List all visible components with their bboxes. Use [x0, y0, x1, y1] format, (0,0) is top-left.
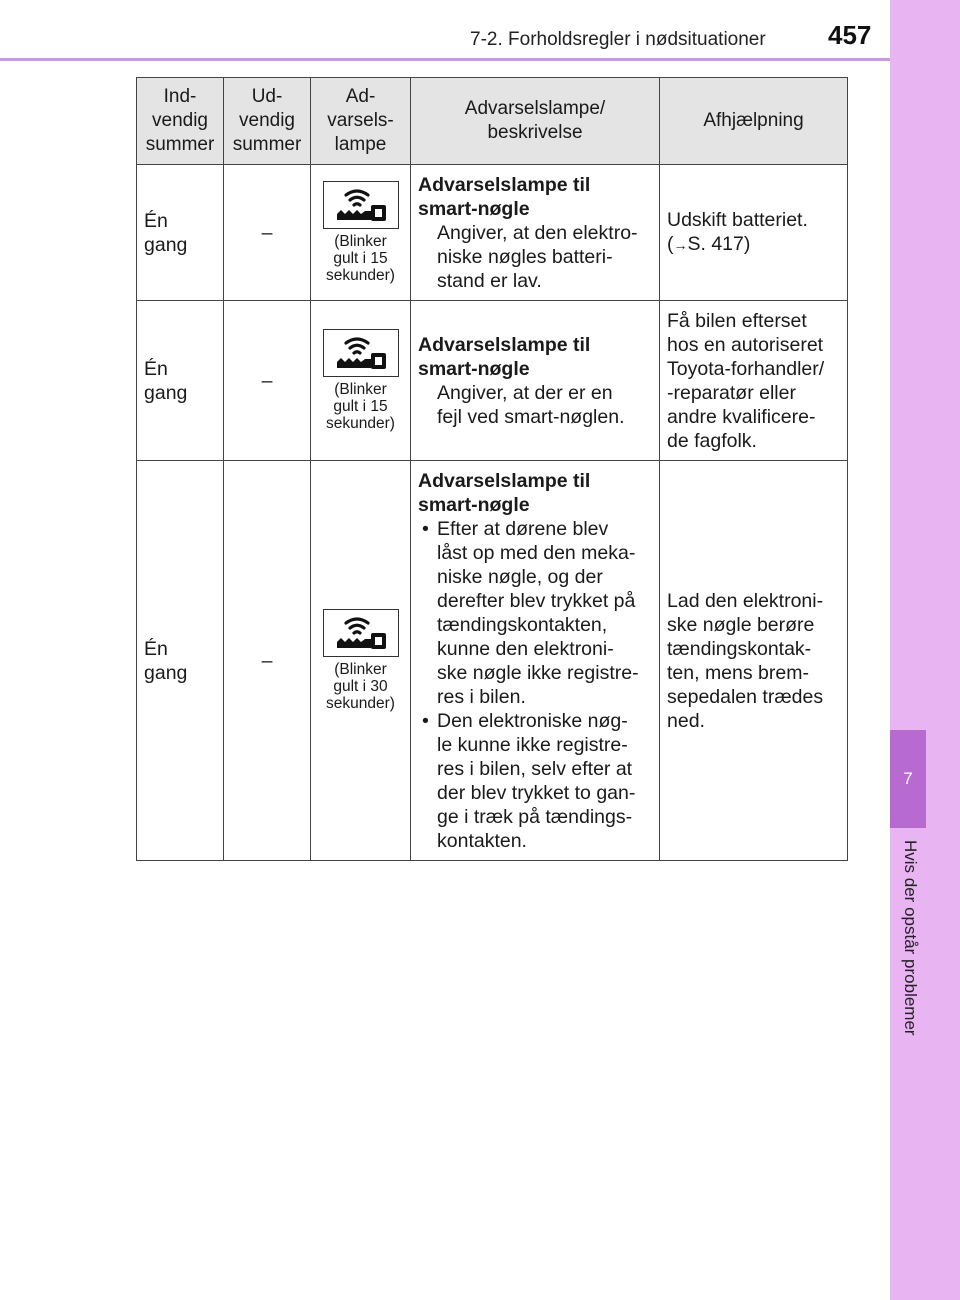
description-body: Angiver, at der er en fejl ved smart-nøglen. [437, 381, 625, 428]
cell-warning-lamp [311, 165, 411, 301]
description-body: Angiver, at den elektro- niske nøgles batteri- stand er lav. [437, 221, 638, 292]
outside-buzzer-value: – [261, 369, 273, 392]
header-divider [0, 58, 890, 61]
header-warning-lamp-text: Ad- varsels- lampe [327, 86, 394, 155]
description-title: Advarselslampe til smart-nøgle [418, 469, 591, 516]
header-description-text: Advarselslampe/ beskrivelse [464, 98, 606, 143]
table-row [137, 301, 848, 461]
cell-outside-buzzer [224, 461, 311, 861]
chapter-label: Hvis der opstår problemer [901, 840, 920, 1036]
table-row [137, 461, 848, 861]
cell-remedy [660, 165, 848, 301]
warning-table [136, 77, 848, 861]
chapter-side-tab [890, 0, 960, 1300]
cell-outside-buzzer [224, 301, 311, 461]
page-number: 457 [828, 20, 872, 50]
header-inside-buzzer-text: Ind- vendig summer [145, 86, 215, 155]
cell-description [411, 165, 660, 301]
header-description [411, 78, 660, 165]
lamp-caption: (Blinker gult i 15 sekunder) [326, 381, 395, 432]
remedy-reference: (→S. 417) [667, 233, 751, 255]
remedy-page-ref: S. 417) [687, 233, 751, 255]
cell-inside-buzzer [137, 165, 224, 301]
table-row [137, 165, 848, 301]
header-warning-lamp [311, 78, 411, 165]
list-item: • Den elektroniske nøg- le kunne ikke registre- res i bilen, selv efter at der blev trykket to gan- ge i træk på tændings- kontakten. [418, 709, 651, 853]
header-outside-buzzer-text: Ud- vendig summer [232, 86, 302, 155]
header-outside-buzzer [224, 78, 311, 165]
smart-key-warning-icon [323, 181, 399, 229]
cell-remedy [660, 301, 848, 461]
remedy-text: Lad den elektroni- ske nøgle berøre tændingskontak- ten, mens brem- sepedalen trædes ned. [667, 589, 824, 732]
remedy-text: Få bilen efterset hos en autoriseret Toyota-forhandler/ -reparatør eller andre kvalificere- de fagfolk. [667, 309, 825, 452]
cell-warning-lamp [311, 461, 411, 861]
description-title: Advarselslampe til smart-nøgle [418, 333, 591, 380]
description-bullets [418, 517, 651, 853]
section-title: 7-2. Forholdsregler i nødsituationer [470, 29, 766, 50]
smart-key-warning-icon [323, 329, 399, 377]
smart-key-warning-icon [323, 609, 399, 657]
cell-outside-buzzer [224, 165, 311, 301]
inside-buzzer-value: Én gang [144, 357, 188, 404]
cell-inside-buzzer [137, 301, 224, 461]
cell-remedy [660, 461, 848, 861]
list-item: • Efter at dørene blev låst op med den meka- niske nøgle, og der derefter blev trykket på tændingskontakten, kunne den elektroni- ske nøgle ikke registre- res i bilen. [418, 517, 651, 709]
outside-buzzer-value: – [261, 221, 273, 244]
cell-description [411, 461, 660, 861]
description-title: Advarselslampe til smart-nøgle [418, 173, 591, 220]
inside-buzzer-value: Én gang [144, 637, 188, 684]
arrow-right-icon: → [673, 237, 688, 253]
header-remedy-text: Afhjælpning [703, 110, 804, 131]
cell-inside-buzzer [137, 461, 224, 861]
chapter-number: 7 [890, 730, 926, 828]
outside-buzzer-value: – [261, 649, 273, 672]
header-remedy [660, 78, 848, 165]
table-header-row [137, 78, 848, 165]
cell-warning-lamp [311, 301, 411, 461]
remedy-text: Udskift batteriet. [667, 209, 808, 231]
header-inside-buzzer [137, 78, 224, 165]
lamp-caption: (Blinker gult i 15 sekunder) [326, 233, 395, 284]
cell-description [411, 301, 660, 461]
inside-buzzer-value: Én gang [144, 209, 188, 256]
lamp-caption: (Blinker gult i 30 sekunder) [326, 661, 395, 712]
